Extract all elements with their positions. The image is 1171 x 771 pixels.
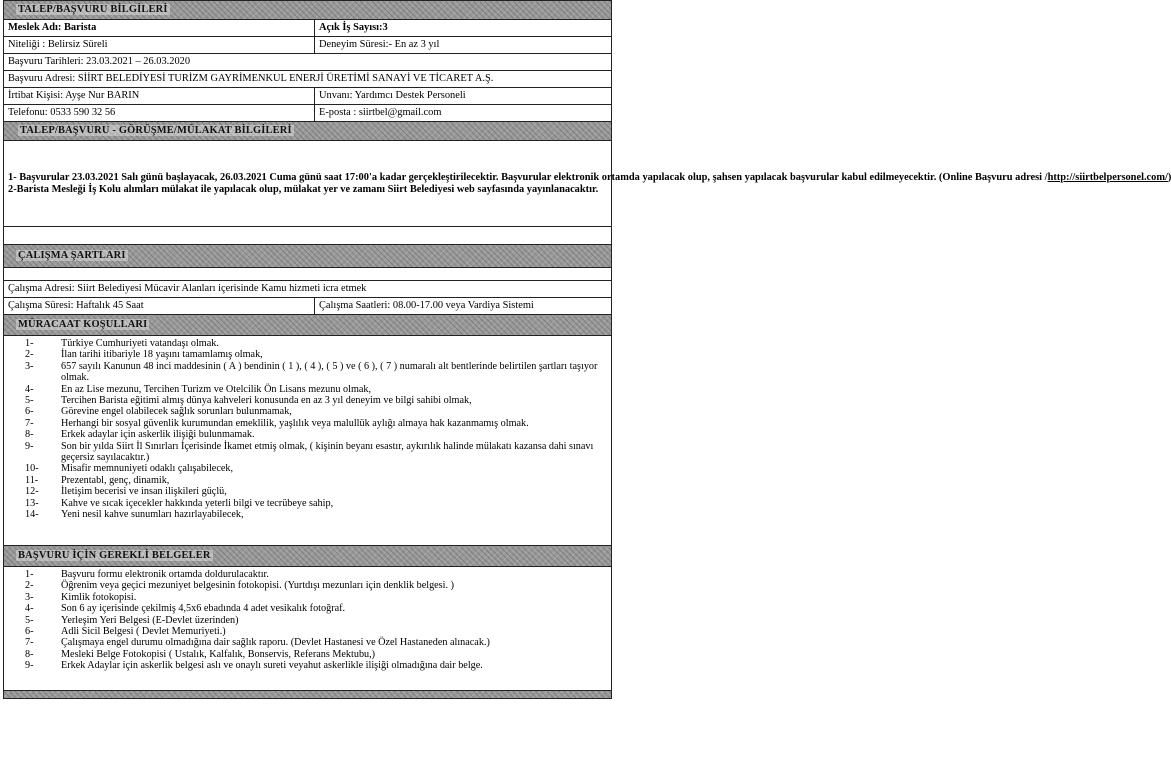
basvuru-tarihleri: Başvuru Tarihleri: 23.03.2021 – 26.03.2020 bbox=[4, 54, 612, 71]
muracaat-item bbox=[7, 406, 608, 417]
muracaat-item bbox=[7, 509, 608, 520]
muracaat-item-text: En az Lise mezunu, Tercihen Turizm ve Otelcilik Ön Lisans mezunu olmak, bbox=[61, 383, 372, 395]
muracaat-item-text: Herhangi bir sosyal güvenlik kurumundan emeklilik, yaşlılık veya malullük aylığı almaya hak kazanmamış olmak. bbox=[61, 417, 529, 429]
muracaat-item-text: Kahve ve sıcak içecekler hakkında yeterli bilgi ve tecrübeye sahip, bbox=[61, 497, 334, 509]
belgeler-item-number: 6- bbox=[25, 626, 34, 638]
muracaat-item-number: 9- bbox=[25, 440, 34, 452]
calisma-adresi: Çalışma Adresi: Siirt Belediyesi Mücavir Alanları içerisinde Kamu hizmeti icra etmek bbox=[4, 281, 612, 298]
muracaat-item-text: Prezentabl, genç, dinamik, bbox=[61, 474, 170, 486]
bottom-bar bbox=[4, 691, 612, 699]
muracaat-item-text: İlan tarihi itibariyle 18 yaşını tamamlamış olmak, bbox=[61, 349, 263, 361]
muracaat-item bbox=[7, 349, 608, 360]
muracaat-item-text: Türkiye Cumhuriyeti vatandaşı olmak. bbox=[61, 338, 219, 349]
job-posting-document bbox=[3, 0, 1168, 770]
muracaat-item bbox=[7, 475, 608, 486]
belgeler-item-number: 7- bbox=[25, 637, 34, 649]
belgeler-item-number: 5- bbox=[25, 614, 34, 626]
section-header-muracaat bbox=[4, 315, 612, 336]
belgeler-item bbox=[7, 615, 608, 626]
muracaat-item bbox=[7, 429, 608, 440]
muracaat-item bbox=[7, 384, 608, 395]
muracaat-item-text: Görevine engel olabilecek sağlık sorunları bulunmamak, bbox=[61, 406, 292, 418]
muracaat-item-text: 657 sayılı Kanunun 48 inci maddesinin ( A ) bendinin ( 1 ), ( 4 ), ( 5 ) ve ( 6 ), ( 7 ) numaralı alt bentlerinde belirtilen şartları taşıyor olmak. bbox=[61, 360, 598, 384]
belgeler-item-text: Adli Sicil Belgesi ( Devlet Memuriyeti.) bbox=[61, 626, 226, 638]
meslek-adi: Meslek Adı: Barista bbox=[4, 20, 315, 37]
section-title-muracaat: MÜRACAAT KOŞULLARI bbox=[18, 319, 148, 330]
basvuru-adresi: Başvuru Adresi: SİİRT BELEDİYESİ TURİZM GAYRİMENKUL ENERJİ ÜRETİMİ SANAYİ VE TİCARET A.Ş. bbox=[4, 71, 612, 88]
muracaat-item-number: 11- bbox=[25, 474, 39, 486]
belgeler-item-text: Son 6 ay içerisinde çekilmiş 4,5x6 ebadında 4 adet vesikalık fotoğraf. bbox=[61, 603, 346, 615]
belgeler-item-number: 1- bbox=[25, 569, 34, 580]
belgeler-item-number: 3- bbox=[25, 591, 34, 603]
muracaat-item-text: Son bir yılda Siirt İl Sınırları İçerisinde İkamet etmiş olmak, ( kişinin beyanı esastır, aykırılık halinde mülakatı kazansa dahi sınavı geçersiz sayılacaktır.) bbox=[61, 440, 594, 464]
niteligi: Niteliği : Belirsiz Süreli bbox=[4, 37, 315, 54]
calisma-saatleri: Çalışma Saatleri: 08.00-17.00 veya Vardiya Sistemi bbox=[315, 298, 612, 315]
belgeler-item-number: 8- bbox=[25, 648, 34, 660]
muracaat-list-cell bbox=[4, 336, 612, 546]
section-header-calisma bbox=[4, 245, 612, 268]
muracaat-item-number: 10- bbox=[25, 463, 39, 475]
section-title-gorusme: TALEP/BAŞVURU - GÖRÜŞME/MÜLAKAT BİLGİLERİ bbox=[20, 125, 292, 136]
belgeler-item bbox=[7, 637, 608, 648]
gorusme-paragraph-2: 2-Barista Mesleği İş Kolu alımları mülakat ile yapılacak olup, mülakat yer ve zamanı Siirt Belediyesi web sayfasında yayınlanacaktır. bbox=[8, 183, 599, 195]
deneyim-suresi: Deneyim Süresi:- En az 3 yıl bbox=[315, 37, 612, 54]
muracaat-item-number: 3- bbox=[25, 360, 34, 372]
muracaat-item bbox=[7, 338, 608, 349]
section-header-gorusme bbox=[4, 122, 612, 141]
belgeler-item-text: Mesleki Belge Fotokopisi ( Ustalık, Kalfalık, Bonservis, Referans Mektubu,) bbox=[61, 648, 376, 660]
muracaat-item bbox=[7, 486, 608, 497]
muracaat-item-number: 12- bbox=[25, 486, 39, 498]
belgeler-item-text: Çalışmaya engel durumu olmadığına dair sağlık raporu. (Devlet Hastanesi ve Özel Hastaneden alınacak.) bbox=[61, 637, 490, 649]
telefonu: Telefonu: 0533 590 32 56 bbox=[4, 105, 315, 122]
section-title-calisma: ÇALIŞMA ŞARTLARI bbox=[18, 250, 126, 261]
muracaat-item-text: Yeni nesil kahve sunumları hazırlayabilecek, bbox=[61, 509, 244, 521]
muracaat-item-text: Misafir memnuniyeti odaklı çalışabilecek, bbox=[61, 463, 234, 475]
belgeler-item-text: Başvuru formu elektronik ortamda doldurulacaktır. bbox=[61, 569, 269, 580]
section-title-talep: TALEP/BAŞVURU BİLGİLERİ bbox=[18, 4, 168, 15]
belgeler-item-number: 2- bbox=[25, 580, 34, 592]
muracaat-item bbox=[7, 441, 608, 464]
belgeler-item bbox=[7, 626, 608, 637]
unvani: Unvanı: Yardımcı Destek Personeli bbox=[315, 88, 612, 105]
belgeler-item-text: Yerleşim Yeri Belgesi (E-Devlet üzerinden) bbox=[61, 614, 239, 626]
belgeler-item bbox=[7, 603, 608, 614]
muracaat-item-number: 5- bbox=[25, 395, 34, 407]
belgeler-item bbox=[7, 592, 608, 603]
muracaat-item bbox=[7, 498, 608, 509]
muracaat-item-number: 13- bbox=[25, 497, 39, 509]
irtibat-kisisi: İrtibat Kişisi: Ayşe Nur BARIN bbox=[4, 88, 315, 105]
e-posta: E-posta : siirtbel@gmail.com bbox=[315, 105, 612, 122]
muracaat-item bbox=[7, 395, 608, 406]
muracaat-list bbox=[7, 338, 608, 521]
calisma-suresi: Çalışma Süresi: Haftalık 45 Saat bbox=[4, 298, 315, 315]
gorusme-paragraph-1: 1- Başvurular 23.03.2021 Salı günü başlayacak, 26.03.2021 Cuma günü saat 17:00'a kadar gerçekleştirilecektir. Başvurular elektronik ortamda yapılacak olup, şahsen yapılacak başvurular kabul edilmeyecektir. (Online Başvuru adresi /http://siirtbelpersonel.com/ bbox=[8, 171, 1168, 183]
belgeler-item-text: Kimlik fotokopisi. bbox=[61, 591, 137, 603]
belgeler-item-text: Erkek Adaylar için askerlik belgesi aslı ve onaylı sureti veyahut askerlikle ilişiği olmadığına dair belge. bbox=[61, 660, 483, 672]
section-title-belgeler: BAŞVURU İÇİN GEREKLİ BELGELER bbox=[18, 550, 211, 561]
belgeler-item-text: Öğrenim veya geçici mezuniyet belgesinin fotokopisi. (Yurtdışı mezunları için denklik belgesi. ) bbox=[61, 580, 454, 592]
section-header-belgeler bbox=[4, 546, 612, 567]
belgeler-item bbox=[7, 580, 608, 591]
muracaat-item-number: 1- bbox=[25, 338, 34, 349]
muracaat-item-number: 4- bbox=[25, 383, 34, 395]
belgeler-item-number: 9- bbox=[25, 660, 34, 672]
job-posting-table bbox=[3, 0, 1168, 699]
section-header-talep bbox=[4, 1, 612, 20]
muracaat-item-number: 6- bbox=[25, 406, 34, 418]
belgeler-list bbox=[7, 569, 608, 672]
muracaat-item-number: 8- bbox=[25, 429, 34, 441]
muracaat-item bbox=[7, 361, 608, 384]
acik-is-sayisi: Açık İş Sayısı:3 bbox=[315, 20, 612, 37]
muracaat-item bbox=[7, 463, 608, 474]
belgeler-item-number: 4- bbox=[25, 603, 34, 615]
gorusme-info bbox=[4, 141, 1168, 227]
muracaat-item bbox=[7, 418, 608, 429]
muracaat-item-text: Tercihen Barista eğitimi almış dünya kahveleri konusunda en az 3 yıl deneyim ve bilgi sahibi olmak, bbox=[61, 395, 472, 407]
muracaat-item-number: 14- bbox=[25, 509, 39, 521]
muracaat-item-number: 2- bbox=[25, 349, 34, 361]
belgeler-item bbox=[7, 569, 608, 580]
muracaat-item-number: 7- bbox=[25, 417, 34, 429]
online-basvuru-link[interactable]: http://siirtbelpersonel.com/ bbox=[1047, 171, 1168, 183]
muracaat-item-text: Erkek adaylar için askerlik ilişiği bulunmamak. bbox=[61, 429, 255, 441]
belgeler-item bbox=[7, 660, 608, 671]
muracaat-item-text: İletişim becerisi ve insan ilişkileri güçlü, bbox=[61, 486, 227, 498]
belgeler-item bbox=[7, 649, 608, 660]
belgeler-list-cell bbox=[4, 567, 612, 691]
